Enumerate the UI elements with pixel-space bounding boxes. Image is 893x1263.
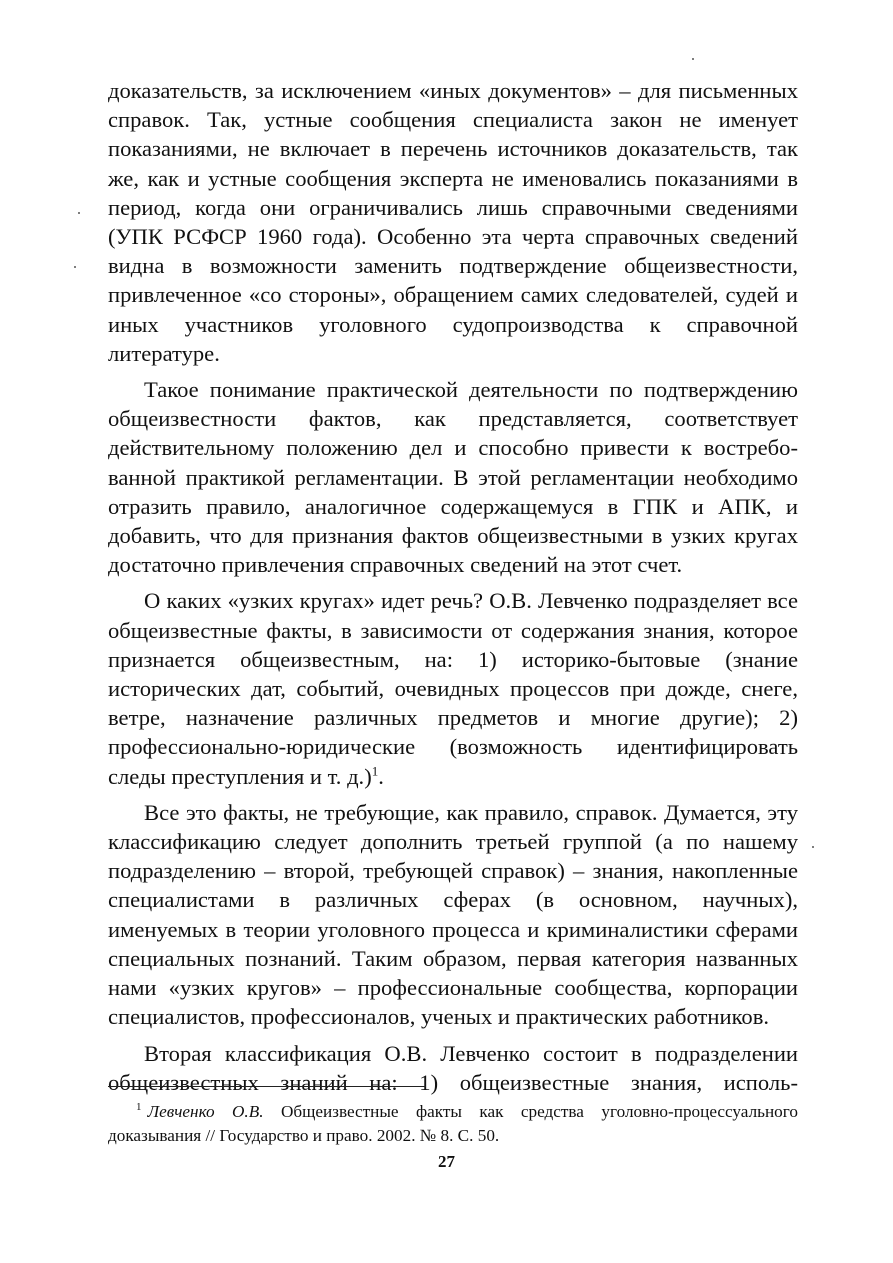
footnote-divider [108, 1086, 426, 1087]
page-number: 27 [438, 1152, 455, 1171]
paragraph [108, 76, 798, 368]
paragraph-text: Вторая классификация О.В. Левченко состоит в подразделении общеизвестных знаний на: 1) общеизвестные знания, исполь- [108, 1040, 798, 1095]
paragraph [108, 798, 798, 1032]
footnote-text: Общеизвестные факты как средства уголовно-процессуального доказывания // Государство и право. 2002. № 8. С. 50. [108, 1102, 798, 1145]
scan-speck [812, 846, 814, 848]
page-body [108, 76, 798, 1097]
paragraph-text: Такое понимание практической деятельности по подтверждению общеизвестности фактов, как представляется, соответствует действительному положению дел и способно привести к востребованной практикой регламентации. В этой регламентации необходимо отразить правило, аналогичное содержащемуся в ГПК и АПК, и добавить, что для признания фактов общеизвестными в узких кругах достаточно привлечения справочных сведений на этот счет. [108, 377, 798, 578]
paragraph [108, 375, 798, 579]
footnote-mark: 1 [136, 1101, 142, 1114]
paragraph [108, 1039, 798, 1097]
paragraph-text: доказательств, за исключением «иных документов» – для письменных справок. Так, устные сообщения специалиста закон не именует показаниями, не включает в перечень источников доказательств, так же, как и устные сообщения эксперта не именовались показаниями в период, когда они ограничивались лишь справочными сведениями (УПК РСФСР 1960 года). Особенно эта черта справочных сведений видна в возможности заменить подтверждение общеизвестности, привлеченное «со стороны», обращением самих следователей, судей и иных участников уголовного судопроизводства к справочной литературе. [108, 78, 798, 366]
scan-speck [78, 212, 80, 214]
paragraph-text-end: . [378, 763, 384, 789]
main-text [108, 76, 798, 1097]
footnote-reference: 1 [371, 763, 379, 779]
paragraph-text: О каких «узких кругах» идет речь? О.В. Левченко подразделяет все общеизвестные факты, в зависимости от содержания знания, которое признается общеизвестным, на: 1) историко-бытовые (знание исторических дат, событий, очевидных процессов при дожде, снеге, ветре, назначение различных предметов и многие другие); 2) профессионально-юридические (возможность идентифицировать следы преступления и т. д.) [108, 588, 798, 789]
paragraph [108, 586, 798, 790]
footnote-author: Левченко О.В. [147, 1102, 264, 1121]
paragraph-text: Все это факты, не требующие, как правило, справок. Думается, эту классификацию следует дополнить третьей группой (а по нашему подразделению – второй, требующей справок) – знания, накопленные специалистами в различных сферах (в основном, научных), именуемых в теории уголовного процесса и криминалистики сферами специальных познаний. Таким образом, первая категория названных нами «узких кругов» – профессиональные сообщества, корпорации специалистов, профессионалов, ученых и практических работников. [108, 799, 798, 1030]
scan-speck [74, 266, 76, 268]
footnote [108, 1100, 798, 1148]
scan-speck [692, 58, 694, 60]
